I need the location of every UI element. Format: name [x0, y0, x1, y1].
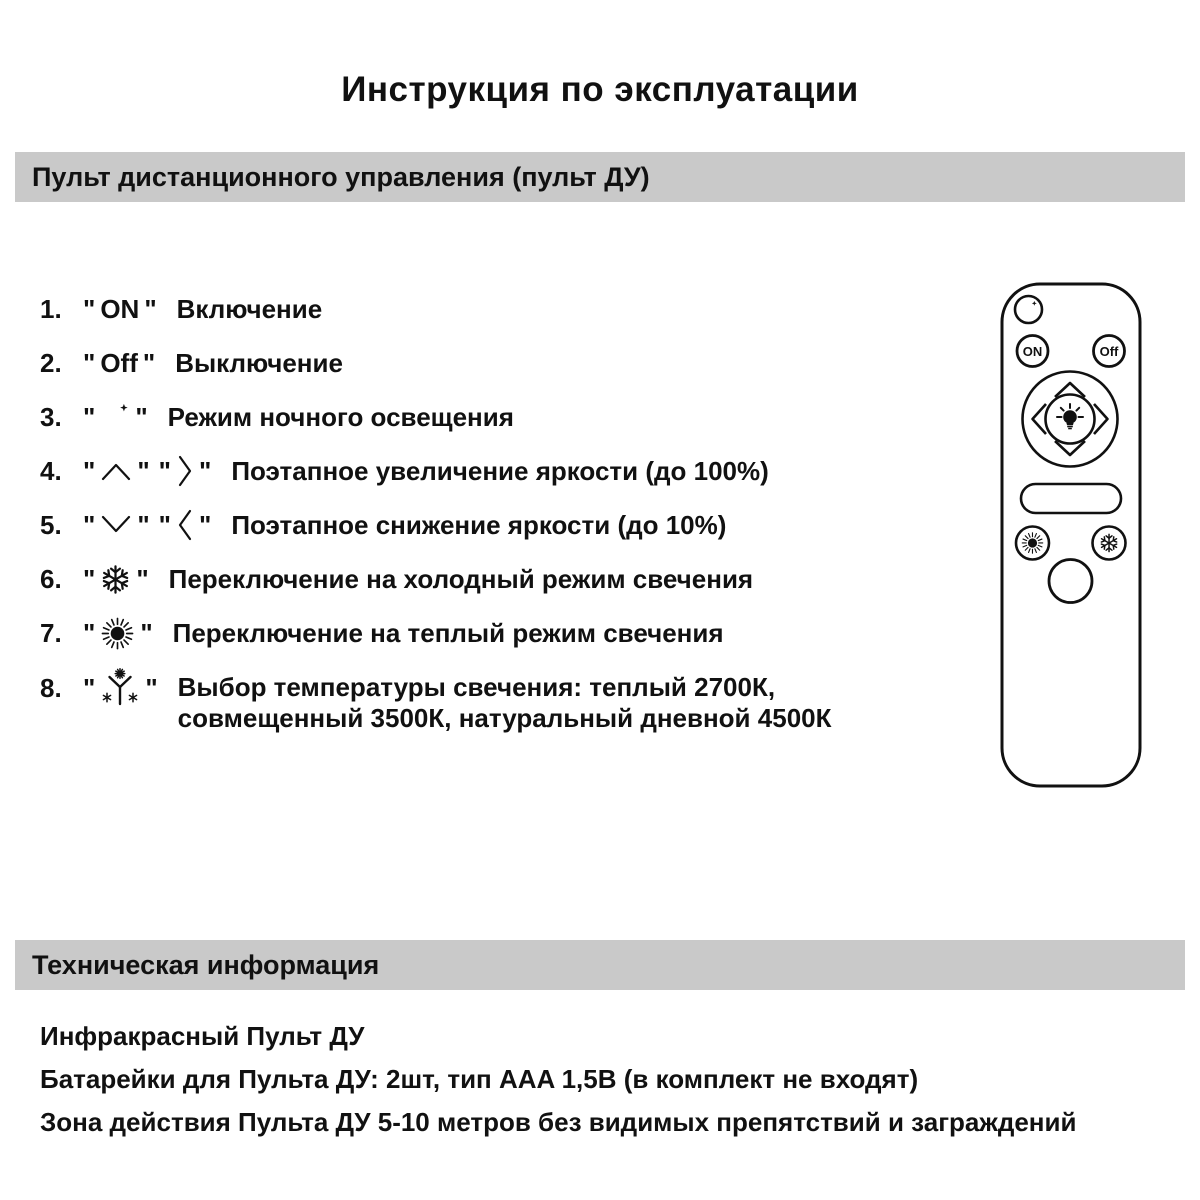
remote-function-list: [40, 282, 831, 734]
quote-mark: ": [198, 455, 212, 486]
list-item-brightness-down: [40, 498, 831, 552]
list-item-on: [40, 282, 831, 336]
quote-mark: ": [83, 347, 96, 378]
temperature-select-icon: [100, 668, 140, 708]
quote-mark: ": [83, 617, 96, 648]
item-description: Поэтапное увеличение яркости (до 100%): [231, 455, 769, 486]
item-description: Поэтапное снижение яркости (до 10%): [231, 509, 727, 540]
item-number: 5.: [40, 509, 62, 540]
list-item-off: [40, 336, 831, 390]
quote-mark: ": [158, 509, 171, 540]
item-description: Режим ночного освещения: [167, 401, 514, 432]
quote-mark: ": [83, 563, 96, 594]
quote-mark: ": [142, 347, 156, 378]
list-item-temperature-select: [40, 660, 831, 734]
quote-mark: ": [135, 401, 148, 432]
quote-mark: ": [137, 455, 150, 486]
section-header-tech-label: Техническая информация: [32, 949, 380, 980]
off-button-label: Off: [1099, 344, 1119, 359]
section-header-tech: [15, 940, 1185, 990]
quote-mark: ": [137, 509, 150, 540]
remote-control-illustration: [999, 280, 1143, 790]
item-description: Переключение на холодный режим свечения: [168, 563, 754, 594]
item-description: Переключение на теплый режим свечения: [172, 617, 724, 648]
snowflake-icon: [100, 564, 131, 595]
quote-mark: ": [83, 401, 96, 432]
angle-left-icon: [176, 508, 194, 542]
item-number: 6.: [40, 563, 62, 594]
item-description-line1: Выбор температуры свечения: теплый 2700К,: [177, 672, 776, 702]
sun-icon: [1022, 533, 1042, 553]
technical-info: [40, 1021, 1076, 1150]
item-number: 3.: [40, 401, 62, 432]
remote-body: [1002, 284, 1140, 786]
on-label: ON: [100, 293, 140, 324]
quote-mark: ": [83, 293, 96, 324]
tech-line-remote-type: Инфракрасный Пульт ДУ: [40, 1021, 365, 1051]
list-item-cold-mode: [40, 552, 831, 606]
list-item-brightness-up: [40, 444, 831, 498]
quote-mark: ": [136, 563, 149, 594]
sun-icon: [100, 616, 135, 651]
item-number: 8.: [40, 673, 62, 703]
quote-mark: ": [83, 455, 96, 486]
tech-line-range: Зона действия Пульта ДУ 5-10 метров без видимых препятствий и заграждений: [40, 1107, 1077, 1137]
chevron-down-icon: [100, 514, 132, 536]
off-label: Off: [100, 347, 138, 378]
section-header-remote: [15, 152, 1185, 202]
list-item-warm-mode: [40, 606, 831, 660]
item-description-line2: совмещенный 3500К, натуральный дневной 4500К: [177, 703, 832, 733]
item-description: Выключение: [175, 347, 343, 378]
list-item-night-mode: [40, 390, 831, 444]
quote-mark: ": [83, 509, 96, 540]
quote-mark: ": [158, 455, 171, 486]
on-button-label: ON: [1022, 344, 1043, 359]
quote-mark: ": [83, 673, 96, 703]
item-number: 4.: [40, 455, 62, 486]
quote-mark: ": [140, 617, 153, 648]
item-description: Включение: [176, 293, 323, 324]
item-number: 7.: [40, 617, 62, 648]
chevron-up-icon: [100, 460, 132, 482]
section-header-remote-label: Пульт дистанционного управления (пульт ДУ): [32, 161, 650, 192]
quote-mark: ": [144, 293, 157, 324]
tech-line-batteries: Батарейки для Пульта ДУ: 2шт, тип AAA 1,5В (в комплект не входят): [40, 1064, 919, 1094]
item-number: 1.: [40, 293, 62, 324]
quote-mark: ": [145, 673, 158, 703]
page-title: Инструкция по эксплуатации: [341, 70, 859, 109]
moon-icon: [100, 402, 130, 432]
quote-mark: ": [198, 509, 212, 540]
item-description: [178, 672, 832, 734]
angle-right-icon: [176, 454, 194, 488]
item-number: 2.: [40, 347, 62, 378]
